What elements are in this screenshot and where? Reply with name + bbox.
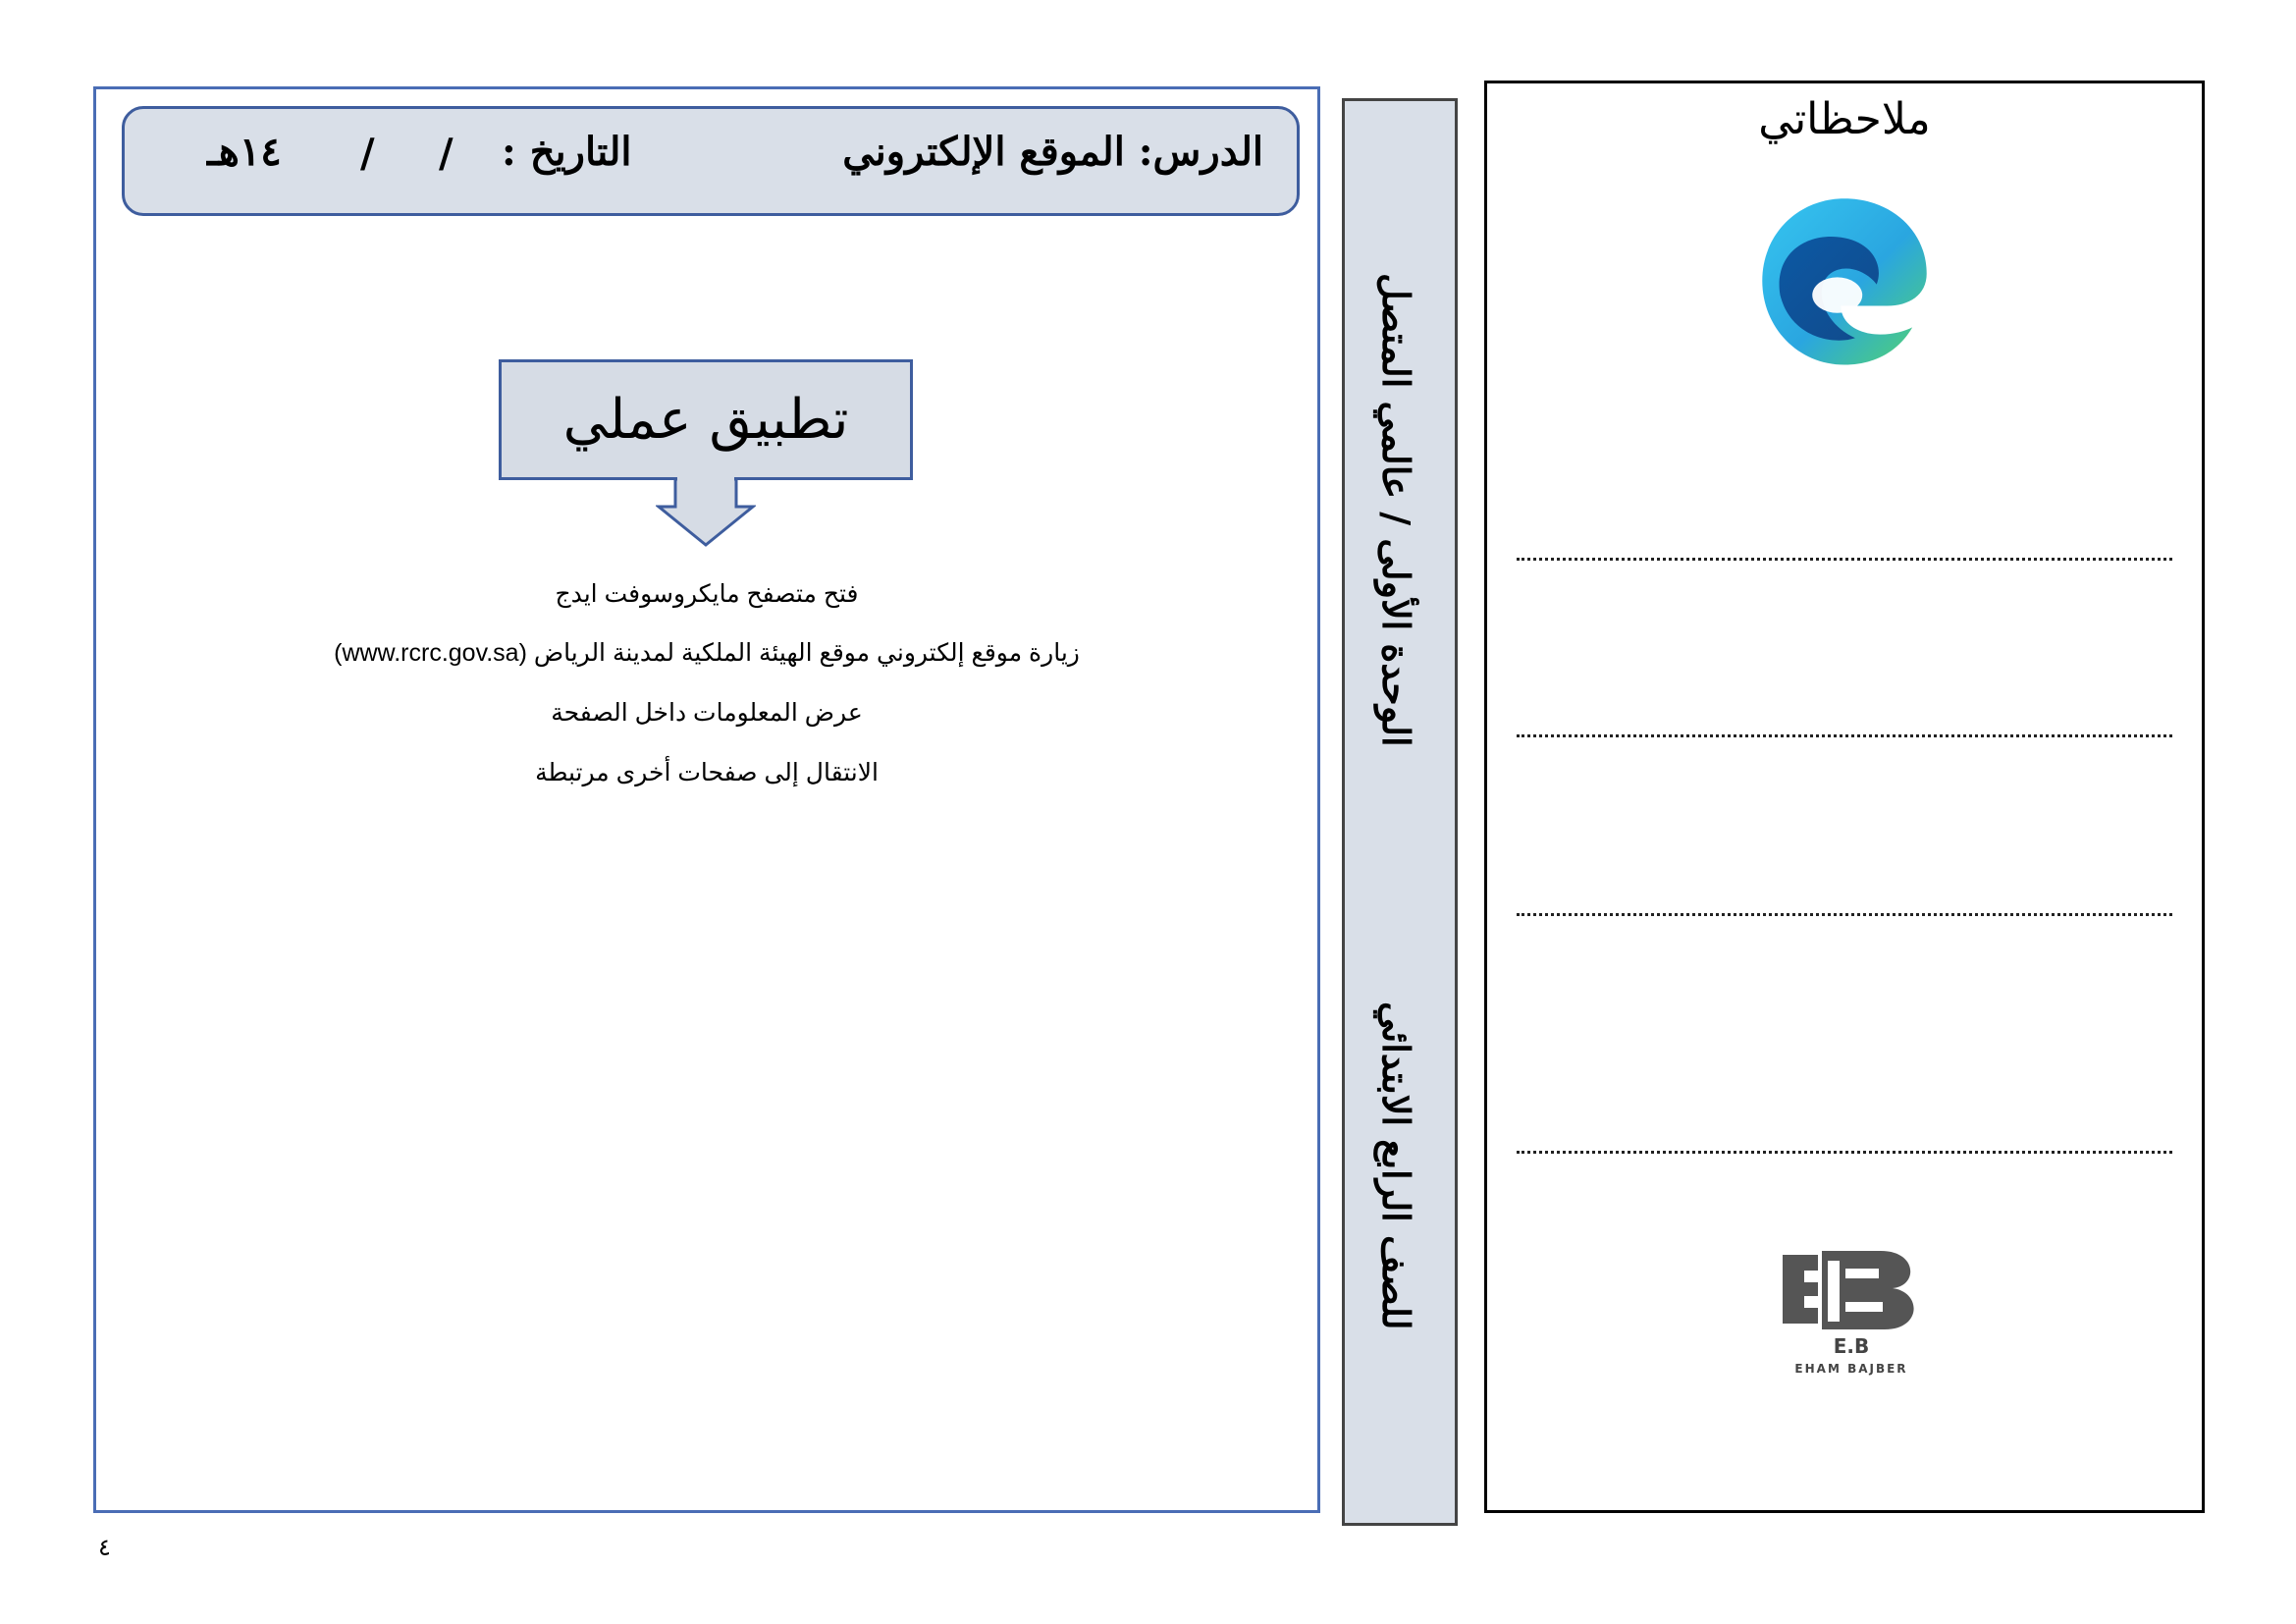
eb-logo-text: E.B (1833, 1334, 1870, 1358)
task-item: الانتقال إلى صفحات أخرى مرتبطة (535, 759, 879, 786)
hijri-year: ١٤هـ (207, 129, 282, 175)
task-item: فتح متصفح مايكروسوفت ايدج (555, 580, 859, 608)
task-item: عرض المعلومات داخل الصفحة (551, 699, 863, 727)
microsoft-edge-icon (1755, 191, 1934, 370)
task-item: زيارة موقع إلكتروني موقع الهيئة الملكية لمدينة الرياض (www.rcrc.gov.sa) (334, 639, 1080, 667)
notes-title: ملاحظاتي (1758, 94, 1931, 144)
eb-logo (1763, 1247, 1940, 1384)
practical-application-callout (499, 359, 913, 480)
lesson-frame (93, 86, 1320, 1513)
lesson-title: الدرس: الموقع الإلكتروني (842, 129, 1263, 175)
note-line (1517, 1151, 2172, 1154)
date-label: التاريخ : (502, 129, 632, 175)
date-separator: / (360, 131, 375, 177)
down-arrow-icon (656, 477, 756, 548)
date-separator: / (439, 131, 454, 177)
lesson-header (122, 106, 1300, 216)
page-number: ٤ (98, 1534, 111, 1561)
note-line (1517, 558, 2172, 561)
note-line (1517, 734, 2172, 737)
note-line (1517, 913, 2172, 916)
callout-title: تطبيق عملي (562, 388, 849, 452)
grade-label: للصف الرابع الابتدائي (1374, 1001, 1418, 1330)
eb-logo-caption: EHAM BAJBER (1794, 1362, 1908, 1376)
unit-title: الوحدة الأولى / عالمي المتصل (1374, 273, 1418, 747)
